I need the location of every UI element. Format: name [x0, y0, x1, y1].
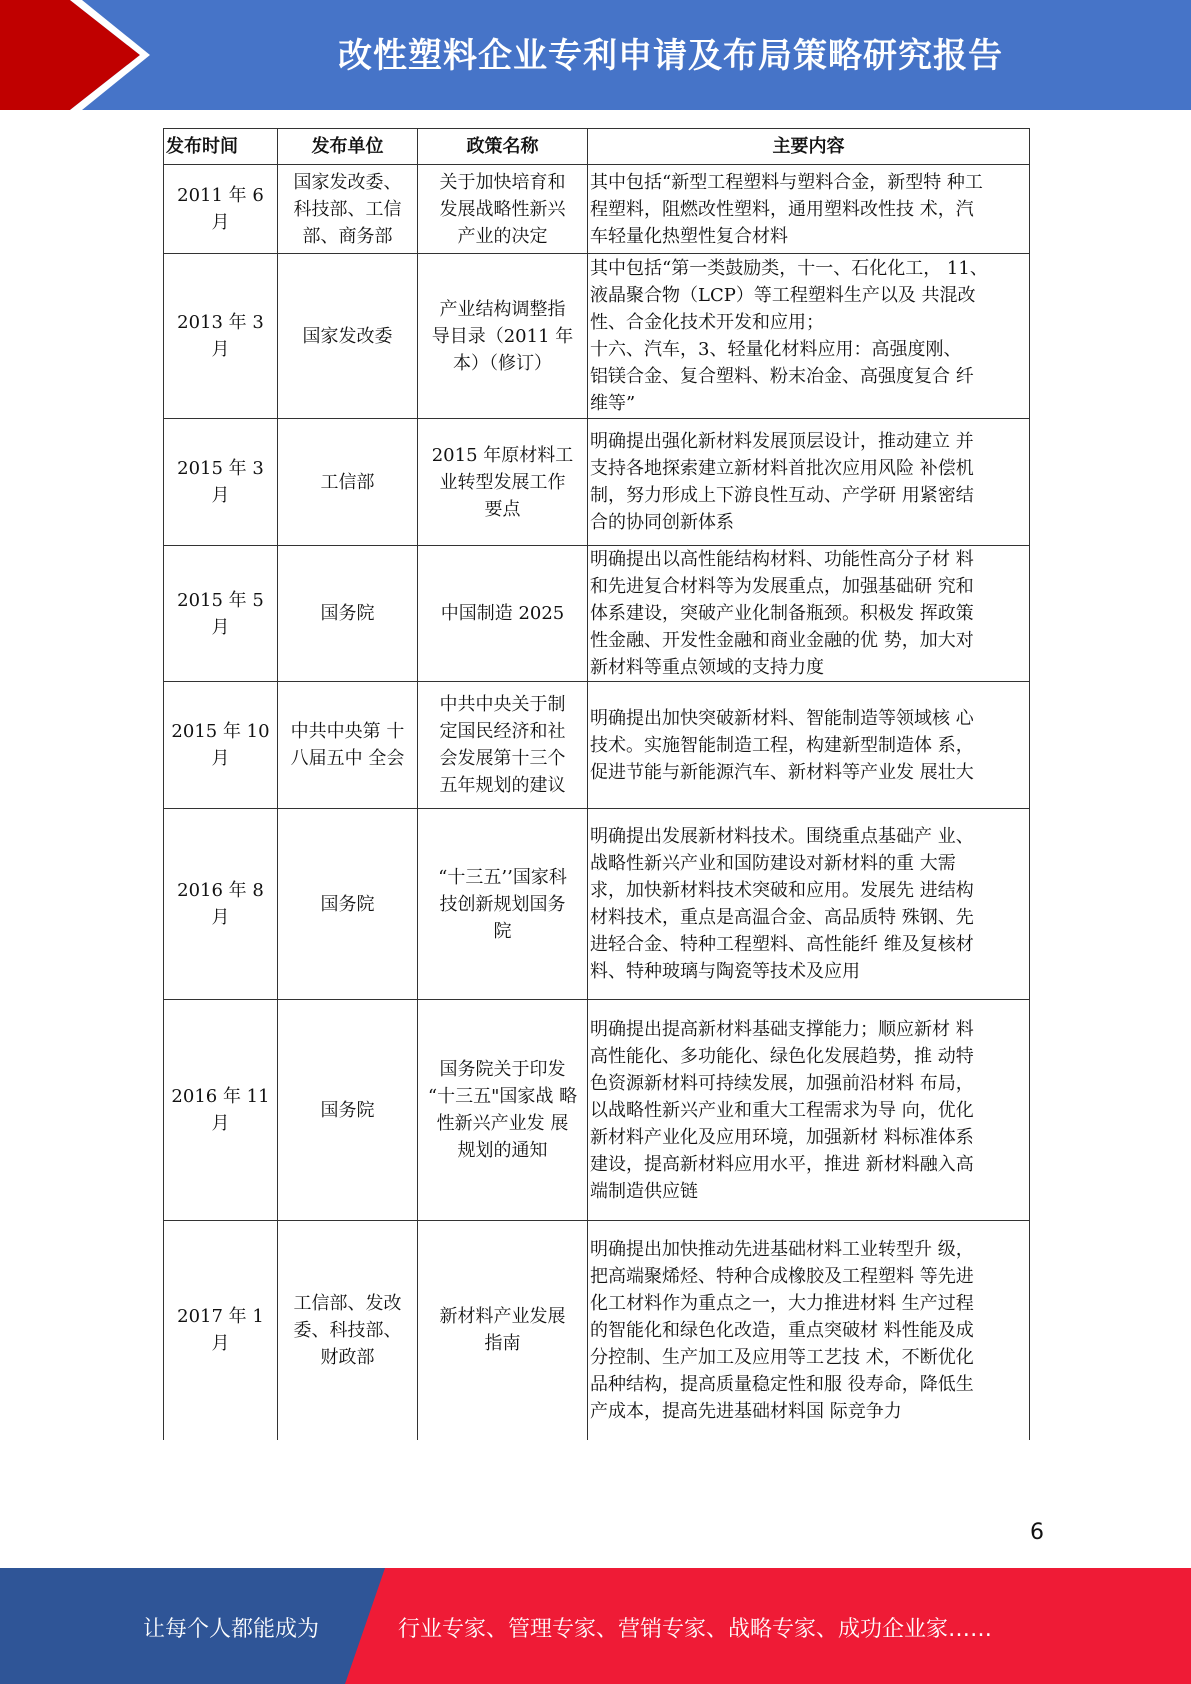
table-row	[164, 165, 1030, 254]
footer-slogan-left: 让每个人都能成为	[143, 1617, 320, 1642]
table-header-row	[164, 129, 1030, 165]
cell-time: 2011 年 6 月	[164, 165, 278, 254]
header-banner	[0, 0, 1191, 110]
header-unit: 发布单位	[278, 129, 418, 165]
header-content: 主要内容	[588, 129, 1030, 165]
cell-time: 2016 年 8 月	[164, 809, 278, 1000]
cell-policy: 产业结构调整指 导目录（2011 年 本）（修订）	[418, 254, 588, 419]
cell-policy: 中共中央关于制 定国民经济和社 会发展第十三个 五年规划的建议	[418, 682, 588, 809]
cell-policy: 2015 年原材料工 业转型发展工作 要点	[418, 419, 588, 546]
table-row	[164, 546, 1030, 682]
table-row	[164, 1221, 1030, 1440]
cell-unit: 工信部	[278, 419, 418, 546]
table-row	[164, 254, 1030, 419]
cell-content: 明确提出加快突破新材料、智能制造等领域核 心 技术。实施智能制造工程，构建新型制造体 系， 促进节能与新能源汽车、新材料等产业发 展壮大	[588, 682, 1030, 809]
header-policy: 政策名称	[418, 129, 588, 165]
cell-policy: “十三五’’国家科 技创新规划国务 院	[418, 809, 588, 1000]
cell-time: 2016 年 11 月	[164, 1000, 278, 1221]
cell-content: 明确提出以高性能结构材料、功能性高分子材 料 和先进复合材料等为发展重点，加强基础研 究和 体系建设，突破产业化制备瓶颈。积极发 挥政策 性金融、开发性金融和商业金融的优 势，加大对 新材料等重点领域的支持力度	[588, 546, 1030, 682]
cell-policy: 关于加快培育和 发展战略性新兴 产业的决定	[418, 165, 588, 254]
cell-unit: 国家发改委、 科技部、工信 部、商务部	[278, 165, 418, 254]
cell-content: 明确提出发展新材料技术。围绕重点基础产 业、 战略性新兴产业和国防建设对新材料的重 大需 求，加快新材料技术突破和应用。发展先 进结构 材料技术，重点是高温合金、高品质特 殊钢、先 进轻合金、特种工程塑料、高性能纤 维及复核材 料、特种玻璃与陶瓷等技术及应用	[588, 809, 1030, 1000]
table-row	[164, 809, 1030, 1000]
cell-time: 2017 年 1 月	[164, 1221, 278, 1440]
cell-content: 其中包括“第一类鼓励类，十一、石化化工， 11、 液晶聚合物（LCP）等工程塑料生产以及 共混改 性、合金化技术开发和应用； 十六、汽车，3、轻量化材料应用：高强度刚、 铝镁合金、复合塑料、粉末冶金、高强度复合 纤 维等”	[588, 254, 1030, 419]
footer-slogan-right: 行业专家、管理专家、营销专家、战略专家、成功企业家……	[398, 1617, 993, 1642]
cell-time: 2015 年 3 月	[164, 419, 278, 546]
cell-policy: 国务院关于印发 “十三五"国家战 略 性新兴产业发 展 规划的通知	[418, 1000, 588, 1221]
cell-policy: 中国制造 2025	[418, 546, 588, 682]
cell-time: 2013 年 3 月	[164, 254, 278, 419]
table-row	[164, 1000, 1030, 1221]
cell-time: 2015 年 10 月	[164, 682, 278, 809]
table-row	[164, 682, 1030, 809]
cell-content: 明确提出强化新材料发展顶层设计，推动建立 并 支持各地探索建立新材料首批次应用风险 补偿机 制，努力形成上下游良性互动、产学研 用紧密结 合的协同创新体系	[588, 419, 1030, 546]
page-number: 6	[1030, 1520, 1044, 1545]
cell-unit: 国务院	[278, 546, 418, 682]
cell-content: 其中包括“新型工程塑料与塑料合金，新型特 种工 程塑料，阻燃改性塑料，通用塑料改性技 术，汽 车轻量化热塑性复合材料	[588, 165, 1030, 254]
cell-unit: 国家发改委	[278, 254, 418, 419]
table-row	[164, 419, 1030, 546]
cell-content: 明确提出提高新材料基础支撑能力；顺应新材 料 高性能化、多功能化、绿色化发展趋势，推 动特 色资源新材料可持续发展，加强前沿材料 布局， 以战略性新兴产业和重大工程需求为导 向，优化 新材料产业化及应用环境，加强新材 料标准体系 建设，提高新材料应用水平，推进 新材料融入高 端制造供应链	[588, 1000, 1030, 1221]
cell-content: 明确提出加快推动先进基础材料工业转型升 级， 把高端聚烯烃、特种合成橡胶及工程塑料 等先进 化工材料作为重点之一，大力推进材料 生产过程 的智能化和绿色化改造，重点突破材 料性能及成 分控制、生产加工及应用等工艺技 术，不断优化 品种结构，提高质量稳定性和服 役寿命，降低生 产成本，提高先进基础材料国 际竞争力	[588, 1221, 1030, 1440]
cell-policy: 新材料产业发展 指南	[418, 1221, 588, 1440]
report-title: 改性塑料企业专利申请及布局策略研究报告	[338, 36, 1003, 76]
header-time: 发布时间	[164, 129, 278, 165]
cell-unit: 中共中央第 十 八届五中 全会	[278, 682, 418, 809]
cell-time: 2015 年 5 月	[164, 546, 278, 682]
cell-unit: 国务院	[278, 809, 418, 1000]
policy-table	[163, 128, 1030, 1440]
cell-unit: 工信部、发改 委、科技部、 财政部	[278, 1221, 418, 1440]
cell-unit: 国务院	[278, 1000, 418, 1221]
